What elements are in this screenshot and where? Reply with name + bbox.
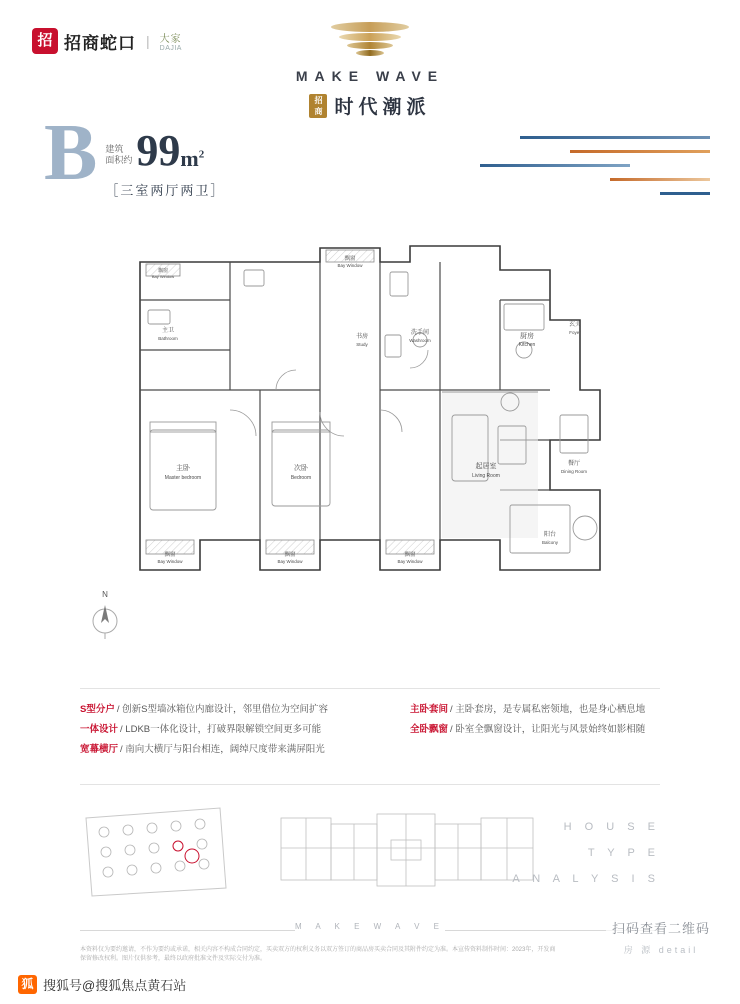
- logo-separator: |: [146, 33, 150, 49]
- svg-text:Kitchen: Kitchen: [518, 342, 536, 348]
- source-watermark: [18, 975, 186, 994]
- feature-text: / 南向大横厅与阳台相连，阔绰尺度带来满屏阳光: [120, 744, 325, 755]
- svg-text:飘窗: 飘窗: [344, 256, 356, 262]
- feature-tag: 全卧飘窗: [410, 724, 449, 735]
- brand-ribbon: [80, 922, 660, 938]
- compass-icon: [88, 599, 122, 639]
- developer-logo-icon: 招: [32, 28, 58, 54]
- feature-tag: 一体设计: [80, 724, 119, 735]
- svg-text:Master bedroom: Master bedroom: [164, 475, 202, 481]
- svg-text:飘窗: 飘窗: [157, 268, 169, 274]
- header: [0, 0, 740, 120]
- layout-text: ［三室两厅两卫］: [105, 183, 226, 198]
- unit-letter: B: [44, 109, 98, 197]
- svg-text:Bay Window: Bay Window: [277, 559, 303, 564]
- feature-item: [80, 700, 380, 720]
- svg-text:Bay Window: Bay Window: [337, 263, 363, 268]
- compass-north-label: N: [102, 590, 108, 599]
- svg-text:洗手间: 洗手间: [410, 330, 430, 336]
- svg-text:阳台: 阳台: [543, 532, 557, 538]
- decorative-bars: [460, 136, 710, 196]
- svg-text:飘窗: 飘窗: [284, 552, 296, 558]
- feature-text: / 创新S型墙冰箱位内廊设计，邻里借位为空间扩容: [116, 704, 328, 715]
- brand-name-cn: 时代潮派: [334, 97, 431, 118]
- svg-text:飘窗: 飘窗: [404, 552, 416, 558]
- svg-text:Washroom: Washroom: [409, 338, 431, 343]
- source-watermark-text: 搜狐号@搜狐焦点黄石站: [43, 978, 187, 993]
- feature-tag: 主卧套间: [410, 704, 449, 715]
- analysis-section: [80, 800, 660, 910]
- partner-logo-cn: 大家: [159, 34, 182, 45]
- svg-text:主卧: 主卧: [176, 465, 190, 472]
- qr-watermark: [606, 914, 716, 960]
- ribbon-word: M A K E W A V E: [294, 922, 446, 931]
- feature-column-right: [410, 700, 670, 740]
- feature-text: / LDKB一体化设计，打破界限解锁空间更多可能: [120, 724, 322, 735]
- svg-text:Bathroom: Bathroom: [158, 336, 178, 341]
- compass: [88, 590, 122, 640]
- svg-text:Bay Window: Bay Window: [151, 274, 175, 279]
- tower-floor-plate-diagram: [275, 800, 540, 905]
- svg-text:Study: Study: [356, 342, 368, 347]
- feature-tag: S型分户: [80, 704, 115, 715]
- divider-top: [80, 688, 660, 689]
- qr-watermark-line2: 房 源 detail: [623, 945, 699, 955]
- svg-text:玄关: 玄关: [568, 322, 582, 328]
- analysis-line-2: T Y P E: [587, 847, 660, 859]
- unit-title-block: [44, 109, 226, 199]
- feature-item: [410, 720, 670, 740]
- qr-watermark-line1: 扫码查看二维码: [611, 921, 710, 936]
- feature-item: [80, 720, 380, 740]
- partner-logo-en: DAJIA: [159, 45, 182, 52]
- brand-name-en: MAKE WAVE: [295, 68, 445, 84]
- brand-badge: 招商: [309, 94, 327, 118]
- brand-name-cn-wrap: [0, 92, 740, 119]
- svg-text:Foyer: Foyer: [569, 330, 581, 335]
- legal-disclaimer: 本资料仅为要约邀请，不作为要约或承诺，相关内容不构成合同约定，买卖双方的权利义务以双方签订的商品房买卖合同及其附件约定为准。本宣传资料制作时间：2023年，开发商保留修改权利。图片仅供参考，最终以政府批准文件及实际交付为准。: [80, 947, 556, 962]
- unit-title-right: [105, 118, 225, 199]
- svg-text:餐厅: 餐厅: [567, 461, 581, 467]
- feature-column-left: [80, 700, 380, 760]
- feature-text: / 卧室全飘窗设计，让阳光与风景始终如影相随: [450, 724, 646, 735]
- svg-text:书房: 书房: [355, 334, 369, 340]
- feature-list: [80, 700, 660, 772]
- area-label: 建筑 面积约: [105, 144, 133, 165]
- analysis-line-1: H O U S E: [563, 821, 660, 833]
- feature-tag: 宽幕横厅: [80, 744, 119, 755]
- svg-text:起居室: 起居室: [475, 463, 497, 470]
- svg-text:Living Room: Living Room: [472, 473, 500, 479]
- feature-item: [80, 740, 380, 760]
- svg-text:次卧: 次卧: [294, 465, 308, 472]
- feature-text: / 主卧套房，是专属私密领地，也是身心栖息地: [450, 704, 646, 715]
- project-brand: [0, 22, 740, 119]
- developer-logo-text: 招商蛇口: [64, 33, 136, 53]
- feature-item: [410, 700, 670, 720]
- svg-text:Balcony: Balcony: [541, 540, 559, 545]
- svg-text:飘窗: 飘窗: [164, 552, 176, 558]
- analysis-heading: [512, 814, 660, 892]
- area-value: 99: [136, 126, 181, 175]
- svg-text:Bay Window: Bay Window: [157, 559, 183, 564]
- svg-text:Bedroom: Bedroom: [290, 475, 312, 481]
- svg-text:Dining Room: Dining Room: [560, 469, 588, 474]
- svg-text:厨房: 厨房: [520, 333, 534, 340]
- svg-text:主卫: 主卫: [161, 328, 175, 334]
- analysis-line-3: A N A L Y S I S: [512, 873, 660, 885]
- area-unit: $m^2$: [180, 146, 205, 171]
- divider-bottom: [80, 784, 660, 785]
- wave-emblem-icon: [327, 22, 413, 62]
- site-plan-diagram: [80, 800, 230, 900]
- floor-plan: [80, 240, 660, 670]
- sohu-logo-icon: 狐: [18, 975, 37, 994]
- svg-text:Bay Window: Bay Window: [397, 559, 423, 564]
- floor-plan-drawing: [80, 240, 660, 670]
